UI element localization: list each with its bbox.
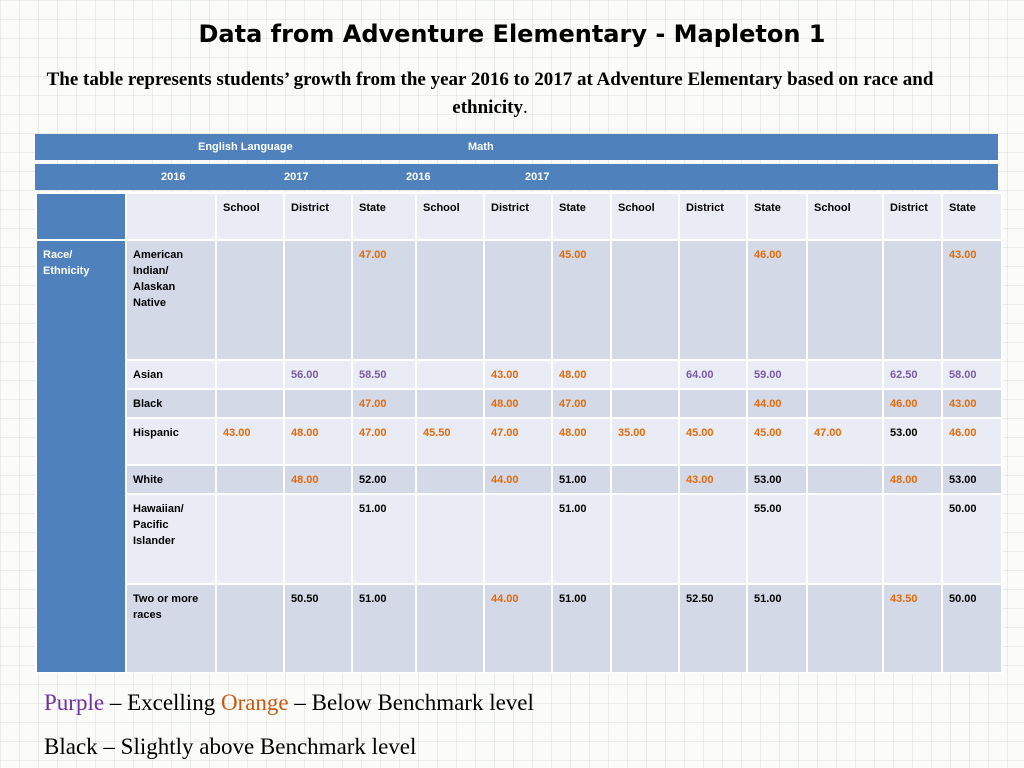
table-cell (416, 389, 484, 418)
table-cell: 43.00 (216, 418, 284, 465)
table-cell: 43.00 (942, 389, 1002, 418)
table-cell (216, 360, 284, 389)
table-cell: 43.00 (942, 240, 1002, 360)
row-label-line: Black (133, 398, 163, 410)
table-cell: 45.50 (416, 418, 484, 465)
col-header: School (611, 193, 679, 240)
row-group-label-line: Race/ (43, 249, 73, 261)
table-cell: 44.00 (747, 389, 807, 418)
table-cell: 47.00 (352, 389, 416, 418)
table-row (36, 584, 1002, 673)
row-label-line: Two or more (133, 593, 199, 605)
table-row (36, 418, 1002, 465)
page-title: Data from Adventure Elementary - Mapleton 1 (198, 20, 826, 48)
table-cell (679, 240, 747, 360)
table-cell: 45.00 (552, 240, 611, 360)
table-row (36, 494, 1002, 584)
table-cell (679, 494, 747, 584)
table-cell (216, 584, 284, 673)
table-cell: 48.00 (484, 389, 552, 418)
table-cell: 48.00 (552, 418, 611, 465)
legend-orange-desc: – Below Benchmark level (288, 690, 534, 715)
table-cell: 45.00 (747, 418, 807, 465)
row-label (126, 360, 216, 389)
table-cell: 55.00 (747, 494, 807, 584)
column-header-row (36, 193, 1002, 240)
table-row (36, 389, 1002, 418)
table-cell: 52.00 (352, 465, 416, 494)
table-cell: 53.00 (883, 418, 942, 465)
col-header: District (484, 193, 552, 240)
row-label-line: Alaskan (133, 281, 176, 293)
row-label-line: Native (133, 297, 167, 309)
table-cell (416, 240, 484, 360)
table-cell (807, 465, 883, 494)
row-label (126, 465, 216, 494)
year-header-band (35, 164, 998, 190)
table-cell (216, 240, 284, 360)
row-label (126, 418, 216, 465)
row-label-line: Hispanic (133, 427, 179, 439)
table-cell: 50.50 (284, 584, 352, 673)
table-cell (679, 389, 747, 418)
table-cell (284, 240, 352, 360)
row-label-line: Hawaiian/ (133, 503, 184, 515)
table-cell (484, 240, 552, 360)
table-cell: 44.00 (484, 584, 552, 673)
table-cell: 51.00 (352, 584, 416, 673)
table-cell: 43.00 (679, 465, 747, 494)
table-cell (611, 389, 679, 418)
legend-purple-word: Purple (44, 690, 105, 715)
row-label-line: Indian/ (133, 265, 169, 277)
col-header: State (747, 193, 807, 240)
table-cell: 62.50 (883, 360, 942, 389)
header-year-1: 2016 (161, 171, 186, 183)
table-cell (807, 240, 883, 360)
row-label (126, 584, 216, 673)
legend-purple-desc: – Excelling (104, 690, 221, 715)
table-cell (284, 389, 352, 418)
table-cell (284, 494, 352, 584)
legend-orange-word: Orange (220, 690, 289, 715)
table-cell: 46.00 (883, 389, 942, 418)
legend-line-2: Black – Slightly above Benchmark level (44, 734, 417, 759)
row-label-line: White (133, 474, 163, 486)
table-cell: 48.00 (284, 418, 352, 465)
table-cell: 51.00 (552, 465, 611, 494)
col-header: District (883, 193, 942, 240)
table-cell: 50.00 (942, 494, 1002, 584)
table-cell: 64.00 (679, 360, 747, 389)
table-cell: 43.50 (883, 584, 942, 673)
table-cell: 47.00 (352, 240, 416, 360)
table-cell (416, 465, 484, 494)
corner-cell-2 (126, 193, 216, 240)
table-cell: 52.50 (679, 584, 747, 673)
row-label-line: Asian (133, 369, 163, 381)
table-row (36, 465, 1002, 494)
table-cell: 53.00 (942, 465, 1002, 494)
table-cell (216, 494, 284, 584)
row-group-label-line: Ethnicity (43, 265, 90, 277)
table-cell (883, 240, 942, 360)
table-cell: 56.00 (284, 360, 352, 389)
table-cell (611, 360, 679, 389)
col-header: School (416, 193, 484, 240)
row-group-label (36, 240, 126, 673)
row-label-line: American (133, 249, 184, 261)
table-row (36, 240, 1002, 360)
col-header: State (942, 193, 1002, 240)
table-cell: 58.00 (942, 360, 1002, 389)
table-cell (611, 494, 679, 584)
table-cell (416, 360, 484, 389)
row-label (126, 240, 216, 360)
table-cell (216, 389, 284, 418)
table-cell: 43.00 (484, 360, 552, 389)
table-cell: 47.00 (552, 389, 611, 418)
header-english-language: English Language (198, 141, 293, 153)
table-cell (807, 389, 883, 418)
table-cell (807, 360, 883, 389)
growth-table (35, 192, 1003, 674)
table-cell: 47.00 (807, 418, 883, 465)
subtitle-period: . (522, 97, 528, 118)
table-cell: 46.00 (942, 418, 1002, 465)
table-cell: 47.00 (352, 418, 416, 465)
table-cell: 48.00 (284, 465, 352, 494)
table-cell (611, 465, 679, 494)
col-header: School (216, 193, 284, 240)
table-cell: 51.00 (552, 584, 611, 673)
row-label (126, 494, 216, 584)
row-label-line: Pacific (133, 519, 169, 531)
table-cell (807, 584, 883, 673)
page-subtitle (40, 66, 940, 122)
table-cell: 35.00 (611, 418, 679, 465)
table-cell (484, 494, 552, 584)
table-cell (611, 584, 679, 673)
col-header: State (352, 193, 416, 240)
header-year-3: 2016 (406, 171, 431, 183)
header-year-2: 2017 (284, 171, 309, 183)
table-cell: 51.00 (552, 494, 611, 584)
table-cell: 45.00 (679, 418, 747, 465)
table-cell: 58.50 (352, 360, 416, 389)
table-cell: 59.00 (747, 360, 807, 389)
table-cell: 48.00 (883, 465, 942, 494)
corner-cell (36, 193, 126, 240)
row-label (126, 389, 216, 418)
table-cell: 51.00 (747, 584, 807, 673)
header-year-4: 2017 (525, 171, 550, 183)
table-cell: 48.00 (552, 360, 611, 389)
table-cell: 50.00 (942, 584, 1002, 673)
table-cell (416, 584, 484, 673)
table-cell: 47.00 (484, 418, 552, 465)
row-label-line: races (133, 609, 162, 621)
table-cell (611, 240, 679, 360)
header-math: Math (468, 141, 494, 153)
table-cell: 53.00 (747, 465, 807, 494)
table-cell: 44.00 (484, 465, 552, 494)
subtitle-text: The table represents students’ growth from the year 2016 to 2017 at Adventure Elementary based on race and ethnicity (46, 69, 934, 118)
table-cell (216, 465, 284, 494)
col-header: District (284, 193, 352, 240)
row-label-line: Islander (133, 535, 176, 547)
table-cell: 46.00 (747, 240, 807, 360)
col-header: District (679, 193, 747, 240)
legend-line-1 (44, 690, 534, 716)
table-cell (883, 494, 942, 584)
col-header: School (807, 193, 883, 240)
table-cell: 51.00 (352, 494, 416, 584)
table-cell (416, 494, 484, 584)
subject-header-band (35, 134, 998, 160)
col-header: State (552, 193, 611, 240)
table-row (36, 360, 1002, 389)
table-cell (807, 494, 883, 584)
